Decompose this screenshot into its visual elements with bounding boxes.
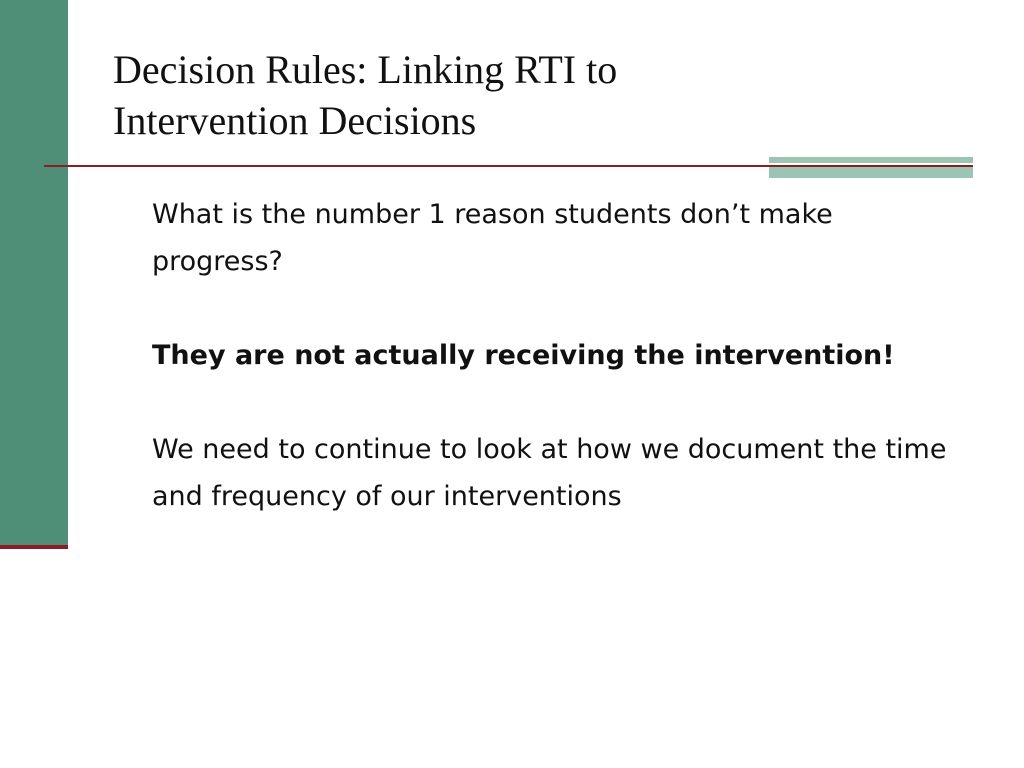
title-line-2: Intervention Decisions <box>113 98 477 143</box>
title-accent-band <box>769 157 973 179</box>
accent-stripe-top <box>769 157 973 163</box>
note-text: We need to continue to look at how we document the time and frequency of our interventions <box>152 434 947 512</box>
slide-body <box>152 191 982 520</box>
sidebar-underline <box>0 545 68 549</box>
accent-stripe-bottom <box>769 167 973 178</box>
title-divider <box>44 165 973 167</box>
left-sidebar-bar <box>0 0 68 545</box>
slide-title <box>113 44 833 146</box>
question-text: What is the number 1 reason students don’t make progress? <box>152 199 833 277</box>
answer-text: They are not actually receiving the intervention! <box>152 340 895 371</box>
title-line-1: Decision Rules: Linking RTI to <box>113 47 618 92</box>
